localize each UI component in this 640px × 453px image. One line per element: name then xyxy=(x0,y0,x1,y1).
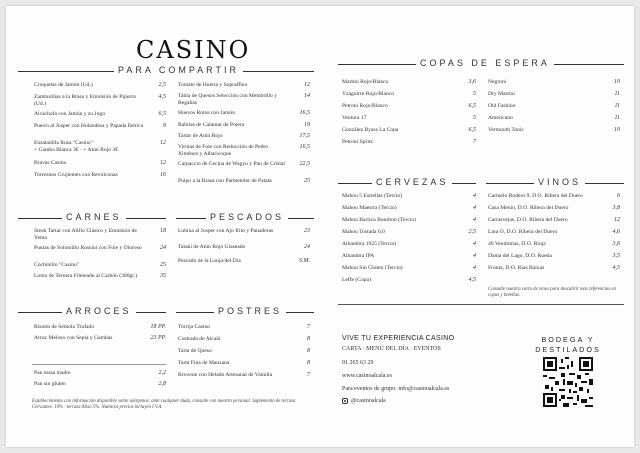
menu-item-name: Carpaccio de Cecina de Wagyu y Pan de Cristal xyxy=(178,161,285,167)
menu-item-name: Puntas de Solomillo Rossini con Foie y Oloroso xyxy=(34,245,142,251)
menu-item-name: Huevos Rotos con Jamón xyxy=(178,110,236,116)
menu-item-price: 8 xyxy=(307,336,310,342)
promo-divider xyxy=(338,304,624,305)
menu-item-name: Pulpo a la Brasa con Parmentier de Patata xyxy=(178,178,272,184)
menu-item-name: Puerro al Josper con Holandesa y Papada Ibérica xyxy=(34,123,144,129)
menu-item-price: 12 xyxy=(160,160,166,166)
menu-item-price: 12 xyxy=(614,217,620,223)
menu-item-price: 2,2 xyxy=(158,370,166,376)
menu-item-price: 6,5 xyxy=(158,111,166,117)
menu-item-price: 11 xyxy=(614,91,620,97)
menu-item-name: Vermouth Tonic xyxy=(488,127,525,133)
arroces-title: ARROCES xyxy=(62,306,136,316)
para-compartir-title: PARA COMPARTIR xyxy=(114,65,243,75)
menu-item-name: Mahou Sin Gluten (Tercio) xyxy=(342,265,403,271)
menu-item-price: 25 xyxy=(304,178,310,184)
menu-item-price: 3,8 xyxy=(612,205,620,211)
menu-item-name: Zamburiñas a la Brasa y Emulsión de Pipurra (Ud.) xyxy=(34,94,136,107)
menu-item-name: Pan masa madre xyxy=(34,370,71,376)
menu-item-name: Steak Tartar con Alifio Clásico y Emulsión de Yema xyxy=(34,228,137,241)
menu-item-name: Pescado de la Lonja/del Día xyxy=(178,258,241,264)
menu-item-price: 16,5 xyxy=(299,110,310,116)
menu-item-price: 10 xyxy=(614,79,620,85)
menu-item-price: 6,5 xyxy=(468,127,476,133)
pescados-title: PESCADOS xyxy=(206,212,288,222)
menu-item-price: 4,5 xyxy=(612,265,620,271)
menu-item-name: Virutas de Foie con Reducción de Pedro Ximénez y Albaricoque xyxy=(178,144,269,157)
menu-item-price: 25 xyxy=(160,262,166,268)
menu-item-name: Alhambra 1925 (Tercio) xyxy=(342,241,397,247)
menu-item-name: Mahou Barrica Bourbon (Tercio) xyxy=(342,217,417,223)
menu-item-price: 2,5 xyxy=(158,82,166,88)
menu-item-name: Costrada de Alcalá xyxy=(178,336,221,342)
promo-phone[interactable]: 91 265 63 29 xyxy=(342,360,374,366)
menu-item-name: Torrija Casino xyxy=(178,324,211,330)
menu-item-name: Americano xyxy=(488,115,513,121)
menu-item-price: 7 xyxy=(473,139,476,145)
menu-item-price: 12 xyxy=(304,82,310,88)
menu-item-name: Petroni Spritz xyxy=(342,139,373,145)
bodega-title xyxy=(518,335,618,355)
menu-item-name: Yzaguirre Rojo/Blanco xyxy=(342,91,395,97)
menu-item-name: Tarta de Queso xyxy=(178,348,212,354)
menu-item-price: 35 xyxy=(160,273,166,279)
menu-item-price: 19 xyxy=(304,122,310,128)
menu-item-price: 23 xyxy=(304,228,310,234)
menu-item-price: 3,6 xyxy=(468,79,476,85)
menu-item-name: Carmelo Rodero 9, D.O. Ribera del Duero xyxy=(488,193,583,199)
menu-item-price: 23 PP. xyxy=(150,335,166,341)
menu-item-name: Rabitas de Calamar de Potera xyxy=(178,122,245,128)
menu-item-price: 24 xyxy=(304,244,310,250)
menu-item-price: 17,5 xyxy=(299,133,310,139)
menu-item-name: Petroni Rojo/Blanco xyxy=(342,103,388,109)
menu-item-price: 22,5 xyxy=(299,161,310,167)
menu-item-price: 16 xyxy=(160,172,166,178)
menu-item-price: 24 xyxy=(160,245,166,251)
menu-item-name: Mahou Maestra (Tercio) xyxy=(342,205,397,211)
promo-heading: VIVE TU EXPERIENCIA CASINO xyxy=(342,335,455,342)
menu-item-name: Croquetas de Jamón (Ud.) xyxy=(34,82,93,88)
bread-rule xyxy=(32,364,166,365)
menu-item-name: Leffe (Copa) xyxy=(342,277,371,283)
menu-item-price: 6,5 xyxy=(468,103,476,109)
menu-item-price: 6 xyxy=(617,193,620,199)
menu-item-price: 7 xyxy=(307,372,310,378)
menu-item-price: 3,5 xyxy=(612,253,620,259)
promo-subheading: CARTA · MENÚ DEL DÍA · EVENTOS xyxy=(342,346,441,352)
menu-item-price: 9 xyxy=(163,123,166,129)
menu-item-price: 18 PP. xyxy=(150,324,166,330)
menu-item-price: 4 xyxy=(473,241,476,247)
bodega-title-line2: DESTILADOS xyxy=(535,345,601,354)
menu-item-name: Alcachofa con Jamón y su Jugo xyxy=(34,111,105,117)
menu-item-name: Negroni xyxy=(488,79,507,85)
menu-item-price: 7 xyxy=(307,324,310,330)
menu-item-name: Dama del Lago, D.O. Rueda xyxy=(488,253,552,259)
menu-item-name: 40 Vendimias, D.O. Rioja xyxy=(488,241,546,247)
instagram-handle: @casinoalcala xyxy=(351,398,386,404)
menu-item-name: Pan sin gluten xyxy=(34,381,66,387)
menu-item-price: 2,5 xyxy=(468,229,476,235)
menu-item-name: Cochinillo "Casino" xyxy=(34,262,80,268)
vinos-note: Consulte nuestra carta de vinos para descubrir más referencias en copas y botellas. xyxy=(488,287,616,298)
brand-logo: CASINO xyxy=(136,36,251,64)
menu-item-name: Torreznos Crujientes con Revolconas xyxy=(34,172,118,178)
menu-item-name: Ventura 17 xyxy=(342,115,367,121)
menu-item-price: S.M. xyxy=(299,258,310,264)
menu-item-price: 8 xyxy=(307,360,310,366)
menu-item-price: 11 xyxy=(614,103,620,109)
menu-page xyxy=(6,6,634,447)
menu-item-price: 12 xyxy=(160,140,166,146)
cervezas-title: CERVEZAS xyxy=(372,177,452,187)
menu-item-name: Lomo de Ternera Fileteado al Carbón (300gr.) xyxy=(34,273,138,279)
menu-item-name: Risotto de Sémola Trufado xyxy=(34,324,95,330)
qr-code[interactable] xyxy=(543,357,593,407)
menu-item-price: 18 xyxy=(160,228,166,234)
menu-item-price: 3,6 xyxy=(612,241,620,247)
menu-item-price: 14 xyxy=(304,93,310,99)
menu-item-name: Old Fashion xyxy=(488,103,516,109)
footer-note: Establecimiento con información disponible sobre alérgenos; ante cualquier duda, consulte con nuestro personal. Suplemento de terraza Cervantes: 10% · terraza Aliso 5%. Nuestros precios incluyen I.V.A. xyxy=(32,399,296,410)
menu-item-name: Carrasvejas, D.O. Ribera del Duero xyxy=(488,217,568,223)
bodega-title-line1: BODEGA Y xyxy=(541,335,595,344)
menu-item-name: Lubina al Josper con Ajo frito y Panaderas xyxy=(178,228,274,234)
vinos-title: VINOS xyxy=(534,177,585,187)
menu-item-price: 10 xyxy=(614,127,620,133)
menu-item-name: Bravas Casino xyxy=(34,160,67,166)
promo-instagram[interactable] xyxy=(342,398,386,404)
menu-item-price: 4 xyxy=(473,193,476,199)
menu-item-name: Tartar de Atún Rojo xyxy=(178,133,223,139)
menu-item-name: Mahou Tostada 0,0 xyxy=(342,229,385,235)
menu-item-price: 5 xyxy=(473,115,476,121)
menu-item-name: Martini Rojo/Blanco xyxy=(342,79,389,85)
menu-item-price: 4,5 xyxy=(468,277,476,283)
menu-item-name: Mahou 5 Estrellas (Tercio) xyxy=(342,193,403,199)
menu-item-name: Fronta, D.O. Rías Baixas xyxy=(488,265,545,271)
copas-title: COPAS DE ESPERA xyxy=(416,58,554,68)
menu-item-name: González Byass La Copa xyxy=(342,127,399,133)
menu-item-price: 4 xyxy=(473,265,476,271)
menu-item-name: Tarta Fina de Manzana xyxy=(178,360,230,366)
menu-item-name: Dry Martini xyxy=(488,91,515,97)
menu-item-name: Arroz Meloso con Sepia y Gambas xyxy=(34,335,113,341)
menu-item-name: Ensaladilla Rusa "Casino" + Gamba Blanca 3€ · + Atún Rojo 3€ xyxy=(34,140,118,153)
menu-item-price: 11 xyxy=(614,115,620,121)
menu-item-name: Brownie con Helado Artesanal de Vainilla xyxy=(178,372,273,378)
instagram-icon xyxy=(342,398,348,404)
menu-item-name: Tataki de Atún Rojo Glaseado xyxy=(178,244,246,250)
carnes-title: CARNES xyxy=(62,212,126,222)
menu-item-name: Tomate de Huerta y Sopraffino xyxy=(178,82,248,88)
menu-item-price: 2,8 xyxy=(158,381,166,387)
postres-title: POSTRES xyxy=(214,306,286,316)
menu-item-price: 4 xyxy=(473,217,476,223)
menu-item-price: 4 xyxy=(473,205,476,211)
menu-item-price: 4 xyxy=(473,253,476,259)
menu-item-name: Casa Menio, D.O. Ribera del Duero xyxy=(488,205,569,211)
menu-item-name: Lara O, D.O. Ribera del Duero xyxy=(488,229,558,235)
menu-item-price: 5 xyxy=(473,91,476,97)
menu-item-price: 16,5 xyxy=(299,144,310,150)
promo-web[interactable]: www.casinoalcala.es xyxy=(342,373,392,379)
menu-item-name: Tabla de Quesos Selección con Membrillo y Regañás xyxy=(178,93,278,106)
menu-item-price: 4,6 xyxy=(612,229,620,235)
menu-item-price: 8 xyxy=(307,348,310,354)
menu-item-price: 4,5 xyxy=(158,94,166,100)
menu-item-name: Alhambra IPA xyxy=(342,253,375,259)
promo-events[interactable]: Para eventos de grupo: info@casinoalcala.es xyxy=(342,386,450,392)
